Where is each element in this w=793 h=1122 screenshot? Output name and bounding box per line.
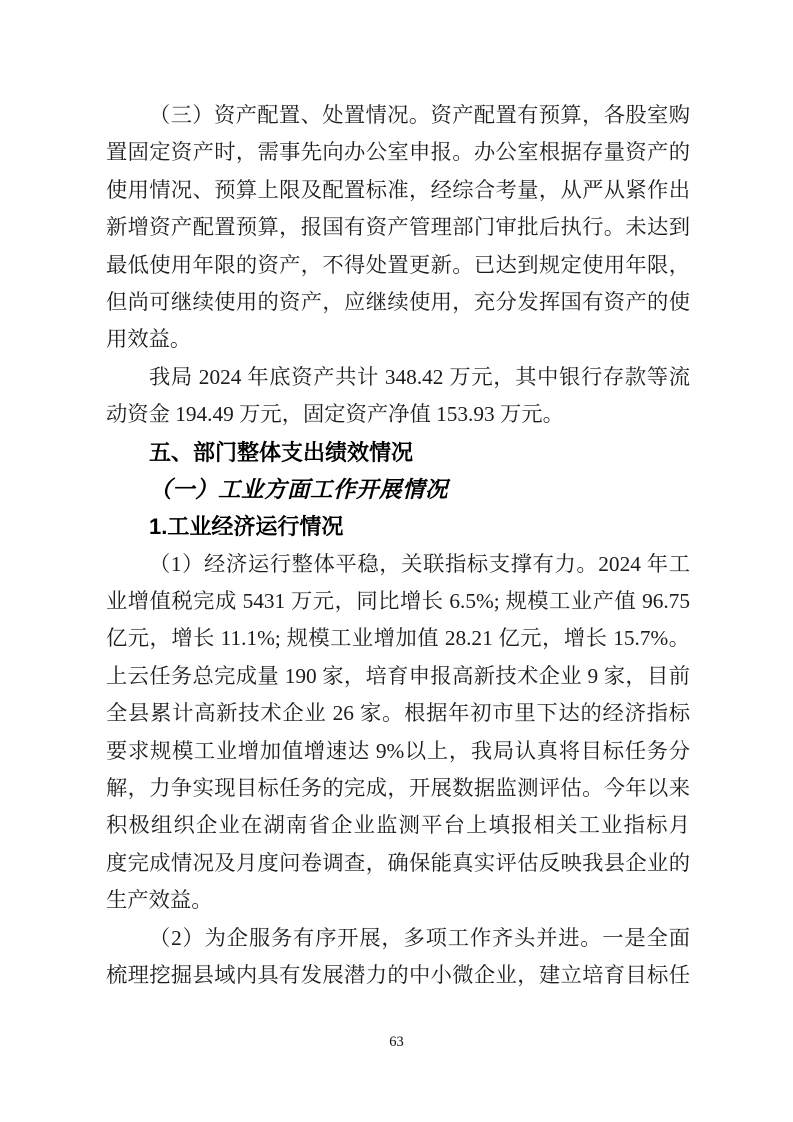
heading-subsection-1: （一）工业方面工作开展情况 [149,476,449,502]
paragraph-line: （2）为企服务有序开展，多项工作齐头并进。一是全面 [149,925,690,950]
paragraph-line: （三）资产配置、处置情况。资产配置有预算，各股室购 [149,103,690,127]
paragraph-line: 生产效益。 [106,888,213,913]
paragraph-line: 业增值税完成 5431 万元，同比增长 6.5%; 规模工业产值 96.75 [106,589,690,614]
paragraph-line: （1）经济运行整体平稳，关联指标支撑有力。2024 年工 [149,551,690,576]
paragraph-line: 但尚可继续使用的资产，应继续使用，充分发挥国有资产的使 [106,289,690,314]
paragraph-line: 解，力争实现目标任务的完成，开展数据监测评估。今年以来 [106,776,690,801]
paragraph-line: 亿元，增长 11.1%; 规模工业增加值 28.21 亿元，增长 15.7%。 [106,626,690,651]
paragraph-line: 新增资产配置预算，报国有资产管理部门审批后执行。未达到 [106,215,690,240]
paragraph-line: 用效益。 [106,327,192,352]
paragraph-line: 使用情况、预算上限及配置标准，经综合考量，从严从紧作出 [106,177,690,202]
paragraph-line: 置固定资产时，需事先向办公室申报。办公室根据存量资产的 [106,140,690,165]
paragraph-line: 最低使用年限的资产，不得处置更新。已达到规定使用年限， [106,252,690,277]
paragraph-line: 全县累计高新技术企业 26 家。根据年初市里下达的经济指标 [106,701,690,726]
paragraph-line: 积极组织企业在湖南省企业监测平台上填报相关工业指标月 [106,813,690,838]
paragraph-line: 度完成情况及月度问卷调查，确保能真实评估反映我县企业的 [106,850,690,875]
paragraph-line: 要求规模工业增加值增速达 9%以上，我局认真将目标任务分 [106,738,690,763]
heading-section-5: 五、部门整体支出绩效情况 [149,439,414,465]
page-number: 63 [389,1034,404,1050]
paragraph-line: 动资金 194.49 万元，固定资产净值 153.93 万元。 [106,402,564,427]
paragraph-line: 上云任务总完成量 190 家，培育申报高新技术企业 9 家，目前 [106,663,690,688]
document-body [106,97,690,994]
paragraph-line: 梳理挖掘县域内具有发展潜力的中小微企业，建立培育目标任 [106,962,690,987]
heading-item-1: 1.工业经济运行情况 [149,514,344,540]
paragraph-line: 我局 2024 年底资产共计 348.42 万元，其中银行存款等流 [149,364,690,389]
